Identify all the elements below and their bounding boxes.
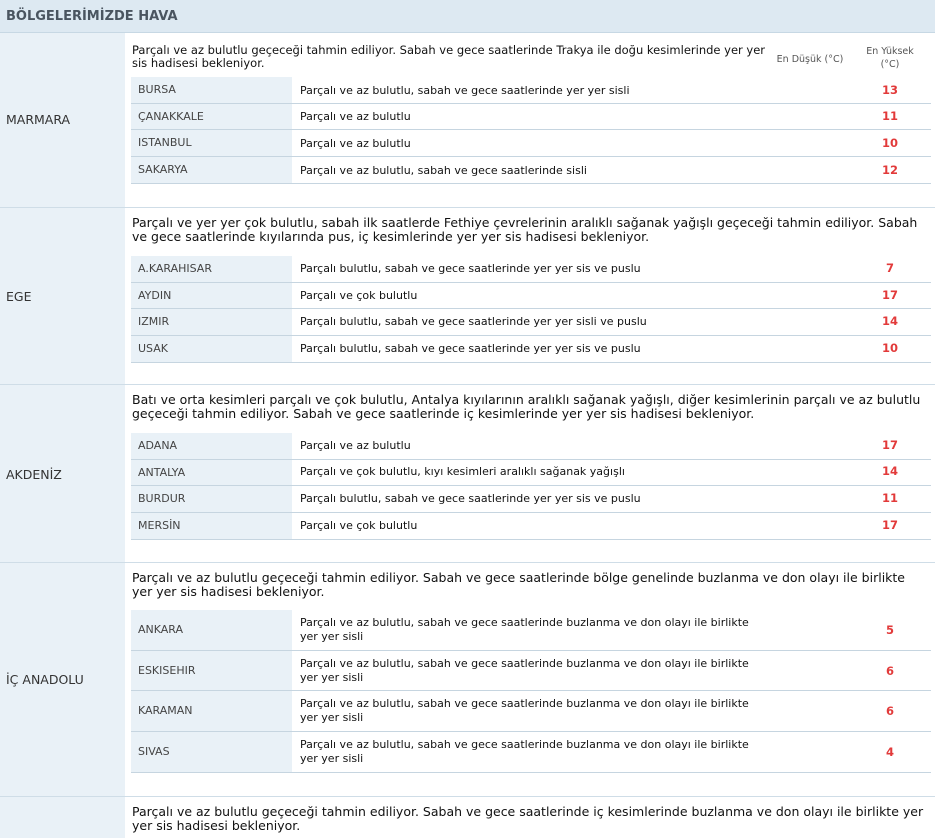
city-forecast: Parçalı ve az bulutlu, sabah ve gece saatlerinde buzlanma ve don olayı ile birlikte yer yer sisli xyxy=(300,616,749,643)
region-marmara xyxy=(0,33,935,208)
city-forecast: Parçalı bulutlu, sabah ve gece saatlerinde yer yer sisli ve puslu xyxy=(300,315,647,328)
city-name: ESKISEHIR xyxy=(131,651,292,690)
city-row xyxy=(131,104,931,130)
city-name: IZMIR xyxy=(131,309,292,335)
region-ic-anadolu xyxy=(0,563,935,797)
city-name: BURSA xyxy=(131,77,292,103)
page-title: BÖLGELERİMİZDE HAVA xyxy=(0,0,935,33)
city-row xyxy=(131,691,931,732)
city-forecast: Parçalı bulutlu, sabah ve gece saatlerinde yer yer sis ve puslu xyxy=(300,342,641,355)
region-akdeniz xyxy=(0,385,935,563)
city-high-temp: 10 xyxy=(881,341,898,355)
city-name: ANKARA xyxy=(131,610,292,650)
city-forecast: Parçalı ve az bulutlu, sabah ve gece saatlerinde buzlanma ve don olayı ile birlikte yer yer sisli xyxy=(300,697,749,724)
region-summary: Parçalı ve az bulutlu geçeceği tahmin ediliyor. Sabah ve gece saatlerinde iç kesimlerinde buzlanma ve don olayı ile birlikte yer yer sis hadisesi bekleniyor. xyxy=(132,804,924,833)
city-high-temp: 14 xyxy=(881,464,898,478)
city-row xyxy=(131,513,931,540)
city-high-temp: 11 xyxy=(881,109,898,123)
city-name: ANTALYA xyxy=(131,460,292,485)
city-forecast: Parçalı ve az bulutlu, sabah ve gece saatlerinde sisli xyxy=(300,164,587,177)
city-name: USAK xyxy=(131,336,292,362)
city-high-temp: 17 xyxy=(881,288,898,302)
city-high-temp: 14 xyxy=(881,314,898,328)
city-forecast: Parçalı ve az bulutlu, sabah ve gece saatlerinde buzlanma ve don olayı ile birlikte yer yer sisli xyxy=(300,657,749,684)
city-row xyxy=(131,610,931,651)
city-row xyxy=(131,256,931,283)
city-name: SAKARYA xyxy=(131,157,292,183)
city-row xyxy=(131,283,931,309)
city-forecast: Parçalı ve az bulutlu, sabah ve gece saatlerinde buzlanma ve don olayı ile birlikte yer yer sisli xyxy=(300,738,749,765)
city-high-temp: 10 xyxy=(881,136,898,150)
city-name: ÇANAKKALE xyxy=(131,104,292,129)
city-row xyxy=(131,130,931,157)
city-high-temp: 5 xyxy=(885,623,894,637)
region-name: MARMARA xyxy=(6,112,71,127)
city-high-temp: 17 xyxy=(881,518,898,532)
city-high-temp: 13 xyxy=(881,83,898,97)
city-row xyxy=(131,460,931,486)
city-row xyxy=(131,486,931,513)
region-name: EGE xyxy=(6,289,32,304)
region-summary: Parçalı ve yer yer çok bulutlu, sabah ilk saatlerde Fethiye çevrelerinin aralıklı sağanak yağışlı geçeceği tahmin ediliyor. Sabah ve gece saatlerinde kıyılarında pus, iç kesimlerinde yer yer sis hadisesi bekleniyor. xyxy=(132,215,918,244)
city-name: A.KARAHISAR xyxy=(131,256,292,282)
city-forecast: Parçalı bulutlu, sabah ve gece saatlerinde yer yer sis ve puslu xyxy=(300,262,641,275)
city-name: AYDIN xyxy=(131,283,292,308)
city-forecast: Parçalı ve az bulutlu xyxy=(300,110,411,123)
city-name: BURDUR xyxy=(131,486,292,512)
city-high-temp: 4 xyxy=(885,745,894,759)
city-high-temp: 11 xyxy=(881,491,898,505)
city-high-temp: 12 xyxy=(881,163,898,177)
city-forecast: Parçalı ve az bulutlu xyxy=(300,439,411,452)
city-row xyxy=(131,651,931,691)
region-ege xyxy=(0,208,935,385)
city-name: ADANA xyxy=(131,433,292,459)
city-forecast: Parçalı ve çok bulutlu xyxy=(300,289,418,302)
region-summary: Parçalı ve az bulutlu geçeceği tahmin ediliyor. Sabah ve gece saatlerinde bölge genelinde buzlanma ve don olayı ile birlikte yer yer sis hadisesi bekleniyor. xyxy=(132,570,905,599)
region-next xyxy=(0,797,935,838)
city-forecast: Parçalı bulutlu, sabah ve gece saatlerinde yer yer sis ve puslu xyxy=(300,492,641,505)
city-high-temp: 17 xyxy=(881,438,898,452)
city-row xyxy=(131,157,931,184)
city-row xyxy=(131,309,931,336)
region-name: AKDENİZ xyxy=(6,467,62,482)
column-low-header: En Düşük (°C) xyxy=(776,54,844,65)
city-row xyxy=(131,336,931,363)
city-high-temp: 6 xyxy=(885,664,894,678)
city-forecast: Parçalı ve az bulutlu, sabah ve gece saatlerinde yer yer sisli xyxy=(300,84,630,97)
region-summary: Parçalı ve az bulutlu geçeceği tahmin ediliyor. Sabah ve gece saatlerinde Trakya ile doğu kesimlerinde yer yer sis hadisesi bekleniyor. xyxy=(132,43,766,70)
city-row xyxy=(131,732,931,773)
city-high-temp: 7 xyxy=(885,261,894,275)
city-row xyxy=(131,433,931,460)
city-name: SIVAS xyxy=(131,732,292,772)
region-name: İÇ ANADOLU xyxy=(6,672,84,687)
city-name: MERSİN xyxy=(131,513,292,539)
city-forecast: Parçalı ve çok bulutlu xyxy=(300,519,418,532)
city-row xyxy=(131,77,931,104)
city-name: KARAMAN xyxy=(131,691,292,731)
city-forecast: Parçalı ve çok bulutlu, kıyı kesimleri aralıklı sağanak yağışlı xyxy=(300,465,625,478)
city-forecast: Parçalı ve az bulutlu xyxy=(300,137,411,150)
city-high-temp: 6 xyxy=(885,704,894,718)
region-summary: Batı ve orta kesimleri parçalı ve çok bulutlu, Antalya kıyılarının aralıklı sağanak yağışlı, diğer kesimlerinin parçalı ve az bulutlu geçeceği tahmin ediliyor. Sabah ve gece saatlerinde iç kesimlerinde yer yer sis hadisesi bekleniyor. xyxy=(132,392,921,421)
city-name: ISTANBUL xyxy=(131,130,292,156)
column-high-header: En Yüksek (°C) xyxy=(866,46,914,70)
